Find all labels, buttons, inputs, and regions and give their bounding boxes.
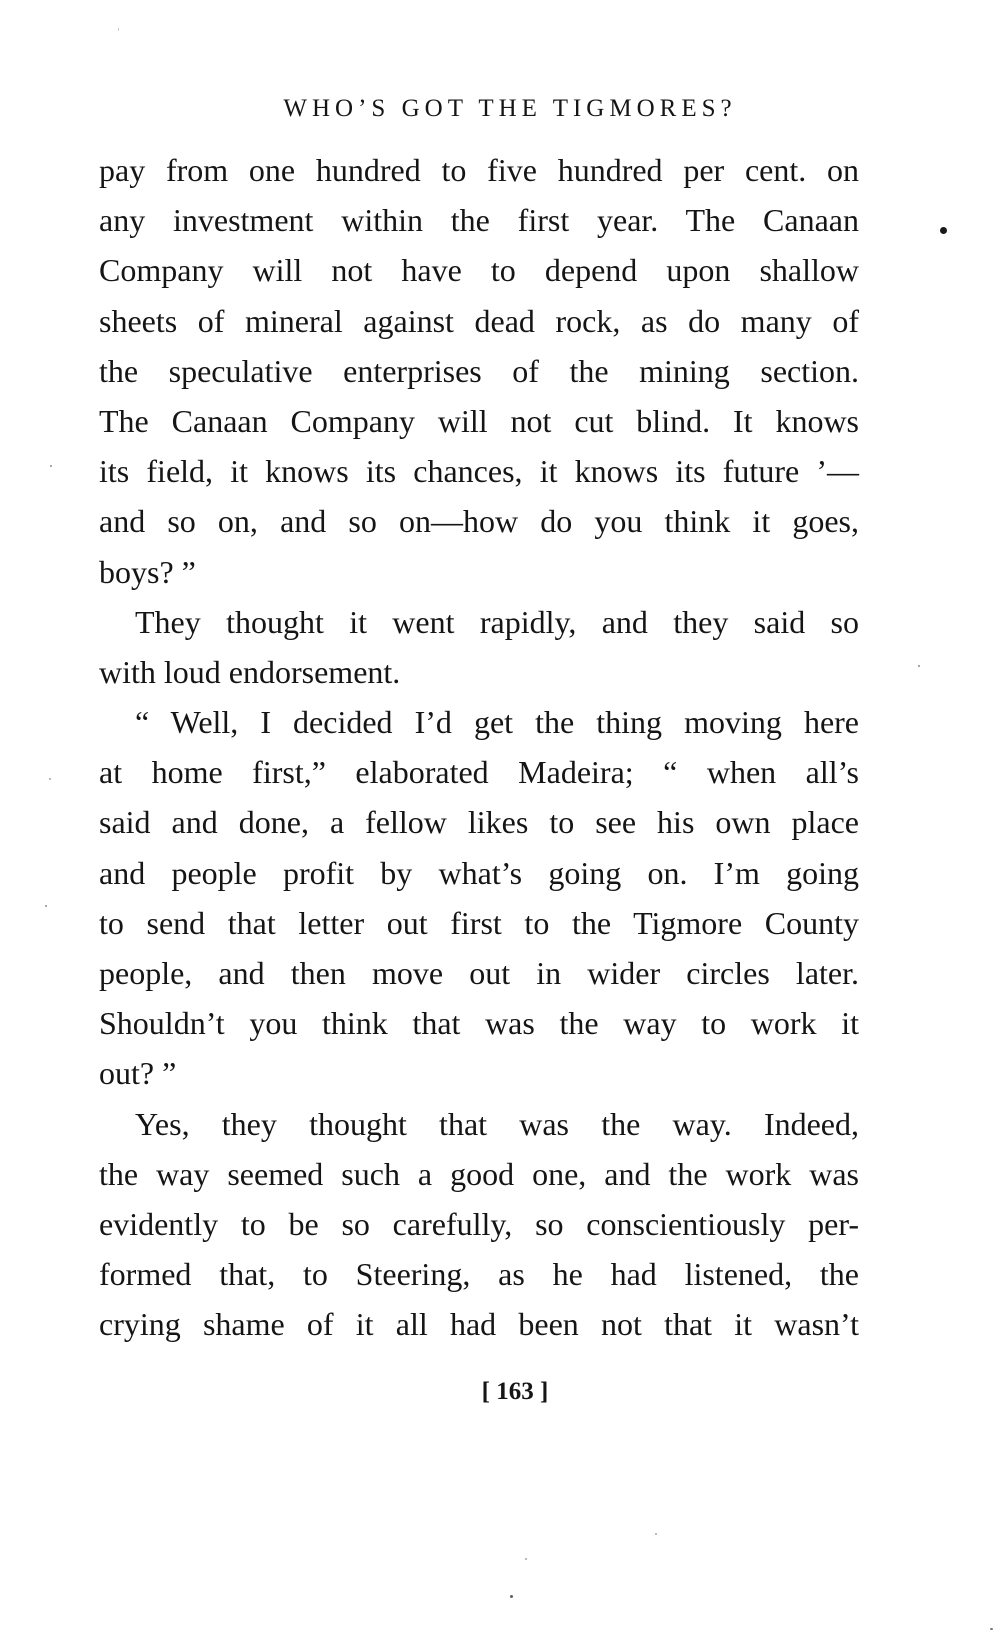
text-line: at home first,” elaborated Madeira; “ when all’s: [99, 754, 859, 791]
text-line: any investment within the first year. The Canaan: [99, 202, 859, 239]
text-line: boys? ”: [99, 553, 196, 590]
ink-speck: [525, 1558, 527, 1560]
text-line: and people profit by what’s going on. I’m going: [99, 854, 859, 891]
text-line: crying shame of it all had been not that it wasn’t: [99, 1306, 859, 1343]
text-line: Yes, they thought that was the way. Indeed,: [135, 1105, 859, 1142]
text-line: formed that, to Steering, as he had listened, the: [99, 1256, 859, 1293]
text-line: the way seemed such a good one, and the work was: [99, 1155, 859, 1192]
ink-speck: [510, 1595, 513, 1598]
text-line: evidently to be so carefully, so conscientiously per-: [99, 1205, 859, 1242]
text-line: “ Well, I decided I’d get the thing moving here: [135, 704, 859, 741]
text-line: They thought it went rapidly, and they said so: [135, 603, 859, 640]
text-line: Company will not have to depend upon shallow: [99, 252, 859, 289]
text-line: its field, it knows its chances, it knows its future ’—: [99, 453, 859, 490]
ink-speck: [940, 227, 947, 234]
ink-speck: [118, 28, 119, 31]
ink-speck: [49, 778, 51, 780]
text-line: out? ”: [99, 1055, 177, 1092]
page-number: [ 163 ]: [481, 1378, 549, 1405]
running-head: WHO’S GOT THE TIGMORES?: [283, 95, 737, 122]
text-line: the speculative enterprises of the mining section.: [99, 352, 859, 389]
ink-speck: [655, 1533, 657, 1535]
text-line: and so on, and so on—how do you think it goes,: [99, 503, 859, 540]
ink-speck: [45, 905, 47, 907]
text-line: Shouldn’t you think that was the way to work it: [99, 1005, 859, 1042]
text-line: pay from one hundred to five hundred per cent. on: [99, 152, 859, 188]
body-text: [99, 145, 859, 1350]
text-line: The Canaan Company will not cut blind. It knows: [99, 402, 859, 439]
text-line: to send that letter out first to the Tigmore County: [99, 904, 859, 941]
text-line: with loud endorsement.: [99, 653, 401, 690]
ink-speck: [990, 1628, 993, 1630]
text-line: people, and then move out in wider circles later.: [99, 955, 859, 991]
ink-speck: [918, 665, 920, 667]
ink-speck: [50, 465, 52, 467]
text-line: said and done, a fellow likes to see his own place: [99, 804, 859, 841]
text-line: sheets of mineral against dead rock, as do many of: [99, 302, 859, 339]
